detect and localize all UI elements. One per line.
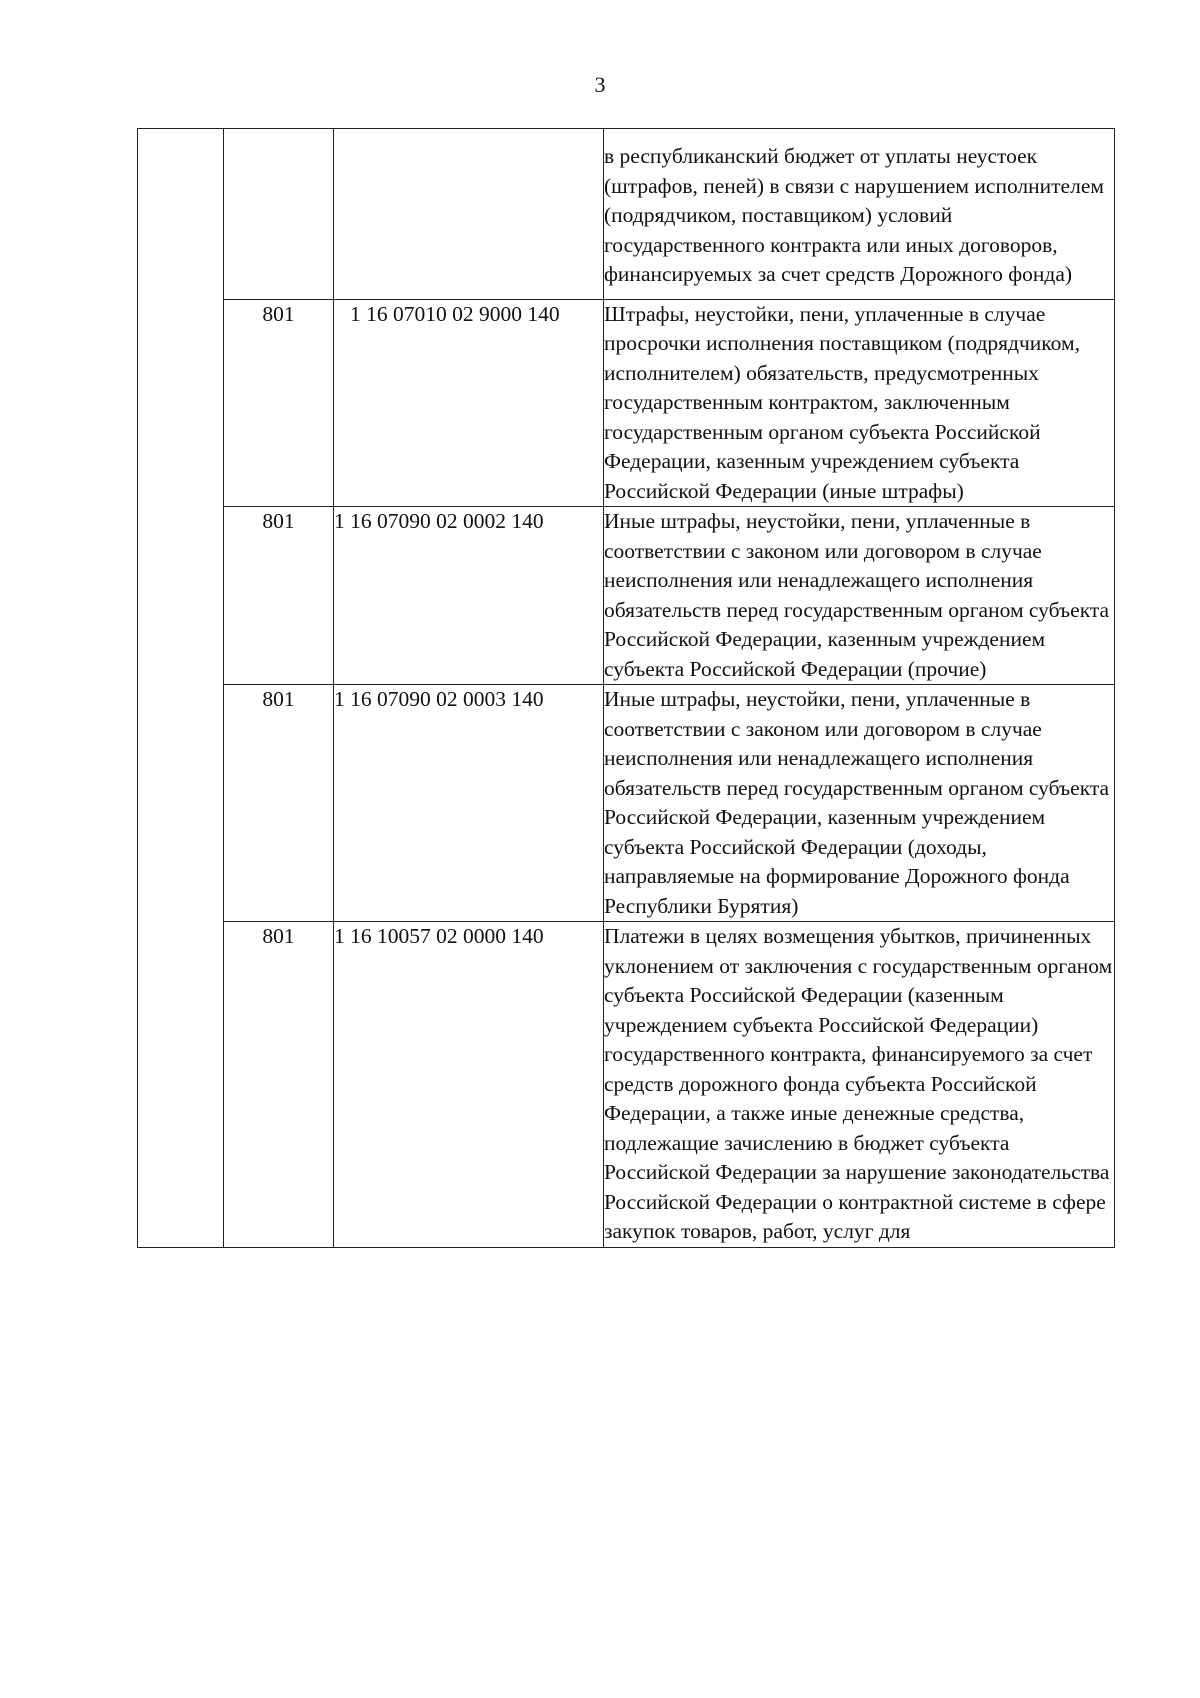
revenue-name-text: Иные штрафы, неустойки, пени, уплаченные в соответствии с законом или договором в случае неисполнения или ненадлежащего исполнения обязательств перед государственным органом субъекта Российской Федерации, казенным учреждением субъекта Российской Федерации (прочие) (604, 509, 1110, 681)
table-row (138, 922, 1115, 1248)
revenue-name-cell (604, 922, 1115, 1248)
blank-column-cell (138, 129, 224, 1248)
revenue-name-cell (604, 507, 1115, 685)
admin-code-cell: 801 (224, 507, 334, 685)
budget-code-cell: 1 16 07010 02 9000 140 (334, 299, 604, 507)
budget-code-cell (334, 129, 604, 300)
admin-code-cell: 801 (224, 299, 334, 507)
revenue-name-text: Штрафы, неустойки, пени, уплаченные в случае просрочки исполнения поставщиком (подрядчиком, исполнителем) обязательств, предусмотренных государственным контрактом, заключенным государственным органом субъекта Российской Федерации, казенным учреждением субъекта Российской Федерации (иные штрафы) (604, 301, 1080, 503)
budget-code-cell: 1 16 10057 02 0000 140 (334, 922, 604, 1248)
table-row (138, 685, 1115, 922)
revenue-name-text: в республиканский бюджет от уплаты неустоек (штрафов, пеней) в связи с нарушением исполнителем (подрядчиком, поставщиком) условий государственного контракта или иных договоров, финансируемых за счет средств Дорожного фонда) (604, 144, 1104, 286)
revenue-name-cell (604, 299, 1115, 507)
page-number: 3 (594, 72, 606, 97)
table-row (138, 507, 1115, 685)
admin-code-cell (224, 129, 334, 300)
budget-code-cell: 1 16 07090 02 0003 140 (334, 685, 604, 922)
revenue-name-cell (604, 129, 1115, 300)
revenue-name-cell (604, 685, 1115, 922)
revenue-name-text: Платежи в целях возмещения убытков, причиненных уклонением от заключения с государственным органом субъекта Российской Федерации (казенным учреждением субъекта Российской Федерации) государственного контракта, финансируемого за счет средств дорожного фонда субъекта Российской Федерации, а также иные денежные средства, подлежащие зачислению в бюджет субъекта Российской Федерации за нарушение законодательства Российской Федерации о контрактной системе в сфере закупок товаров, работ, услуг для (604, 924, 1113, 1243)
table-row (138, 299, 1115, 507)
admin-code-cell: 801 (224, 685, 334, 922)
revenue-name-text: Иные штрафы, неустойки, пени, уплаченные в соответствии с законом или договором в случае неисполнения или ненадлежащего исполнения обязательств перед государственным органом субъекта Российской Федерации, казенным учреждением субъекта Российской Федерации (доходы, направляемые на формирование Дорожного фонда Республики Бурятия) (604, 687, 1110, 918)
budget-revenue-table (137, 128, 1115, 1248)
budget-code-cell: 1 16 07090 02 0002 140 (334, 507, 604, 685)
table-row (138, 129, 1115, 300)
admin-code-cell: 801 (224, 922, 334, 1248)
